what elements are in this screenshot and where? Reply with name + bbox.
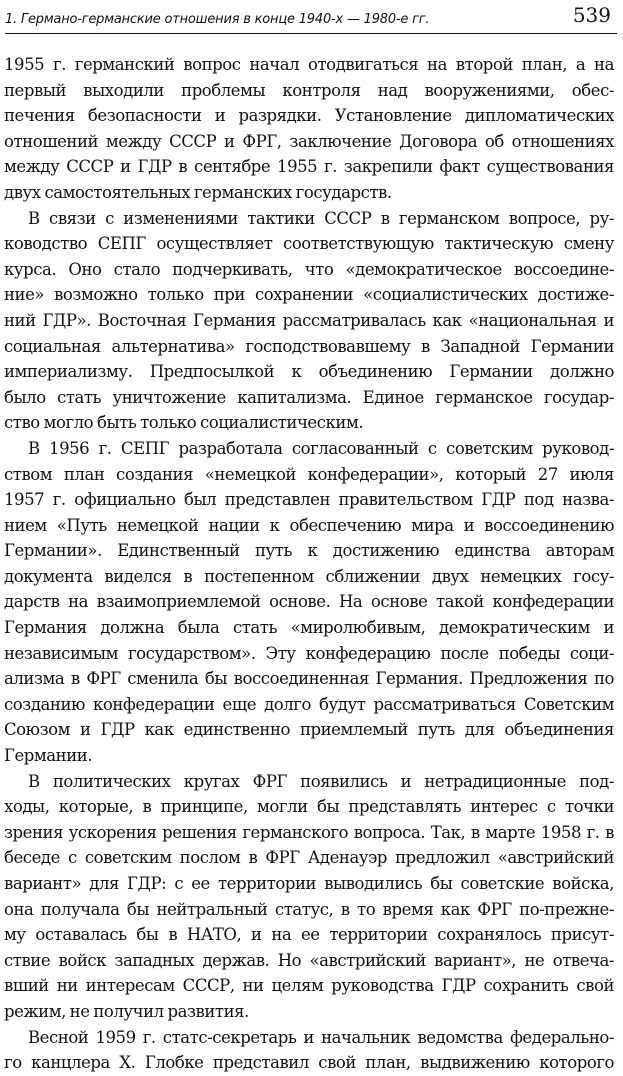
text-line: Весной 1959 г. статс-секретарь и начальник ведомства федерально- bbox=[28, 1027, 614, 1047]
text-line: го канцлера Х. Глобке представил свой план, выдвижению которого bbox=[4, 1053, 614, 1073]
text-line: было стать уничтожение капитализма. Единое германское государ- bbox=[4, 387, 614, 407]
text-line: В 1956 г. СЕПГ разработала согласованный с советским руковод- bbox=[28, 438, 614, 458]
text-line: документа виделся в постепенном сближении двух немецких госу- bbox=[4, 566, 614, 586]
text-line: Союзом и ГДР как единственно приемлемый путь для объединения bbox=[4, 720, 614, 740]
text-line: ние» возможно только при сохранении «социалистических достиже- bbox=[4, 285, 614, 305]
text-line: 1957 г. официально был представлен правительством ГДР под назва- bbox=[4, 490, 614, 510]
text-line: Германия должна была стать «миролюбивым, демократическим и bbox=[4, 618, 614, 638]
text-line: ализма в ФРГ сменила бы воссоединенная Германия. Предложения по bbox=[4, 669, 614, 689]
text-line: отношений между СССР и ФРГ, заключение Договора об отношениях bbox=[4, 131, 614, 151]
page-number: 539 bbox=[572, 3, 611, 27]
running-title: 1. Германо-германские отношения в конце 1940-х — 1980-е гг. bbox=[5, 12, 430, 27]
text-line: вариант» для ГДР: с ее территории выводились бы советские войска, bbox=[4, 874, 614, 893]
text-line: му оставалась бы в НАТО, и на ее территории сохранялось присут- bbox=[4, 925, 614, 945]
text-line: вший ни интересам СССР, ни целям руководства ГДР сохранить свой bbox=[4, 976, 614, 996]
text-line: зрения ускорения решения германского вопроса. Так, в марте 1958 г. в bbox=[4, 822, 614, 842]
running-head bbox=[5, 3, 617, 32]
text-line: социальная альтернатива» господствовавшему в Западной Германии bbox=[4, 336, 614, 356]
text-line: независимым государством». Эту конфедерацию после победы соци- bbox=[4, 643, 614, 663]
text-line: ство могло быть только социалистическим. bbox=[4, 413, 364, 433]
text-line: Германии». Единственный путь к достижению единства авторам bbox=[4, 541, 614, 561]
text-line: ством план создания «немецкой конфедерации», который 27 июля bbox=[4, 464, 614, 484]
text-line: двух самостоятельных германских государств. bbox=[4, 182, 392, 202]
text-line: курса. Оно стало подчеркивать, что «демократическое воссоедине- bbox=[4, 259, 614, 279]
text-line: В связи с изменениями тактики СССР в германском вопросе, ру- bbox=[28, 208, 614, 228]
header-rule bbox=[5, 33, 617, 34]
text-line: Германии. bbox=[4, 746, 93, 766]
text-line: ходы, которые, в принципе, могли бы представлять интерес с точки bbox=[4, 797, 614, 817]
text-line: она получала бы нейтральный статус, в то время как ФРГ по-прежне- bbox=[4, 899, 614, 919]
text-line: ствие войск западных держав. Но «австрийский вариант», не отвеча- bbox=[4, 950, 614, 970]
text-line: первый выходили проблемы контроля над вооружениями, обес- bbox=[4, 80, 614, 100]
text-line: империализму. Предпосылкой к объединению Германии должно bbox=[4, 362, 614, 382]
body-text bbox=[4, 52, 614, 1076]
text-line: ководство СЕПГ осуществляет соответствующую тактическую смену bbox=[4, 234, 614, 254]
text-line: между СССР и ГДР в сентябре 1955 г. закрепили факт существования bbox=[4, 157, 614, 177]
text-line: ний ГДР». Восточная Германия рассматривалась как «национальная и bbox=[4, 310, 614, 330]
text-line: В политических кругах ФРГ появились и нетрадиционные под- bbox=[28, 771, 614, 791]
text-line: дарств на взаимоприемлемой основе. На основе такой конфедерации bbox=[4, 592, 614, 612]
text-line: нием «Путь немецкой нации к обеспечению мира и воссоединению bbox=[4, 515, 614, 535]
text-line: 1955 г. германский вопрос начал отодвигаться на второй план, а на bbox=[4, 55, 614, 74]
text-line: беседе с советским послом в ФРГ Аденауэр предложил «австрийский bbox=[4, 848, 614, 868]
text-line: созданию конфедерации еще долго будут рассматриваться Советским bbox=[4, 694, 614, 714]
text-line: режим, не получил развития. bbox=[4, 1001, 249, 1021]
text-line: печения безопасности и разрядки. Установление дипломатических bbox=[4, 106, 614, 126]
